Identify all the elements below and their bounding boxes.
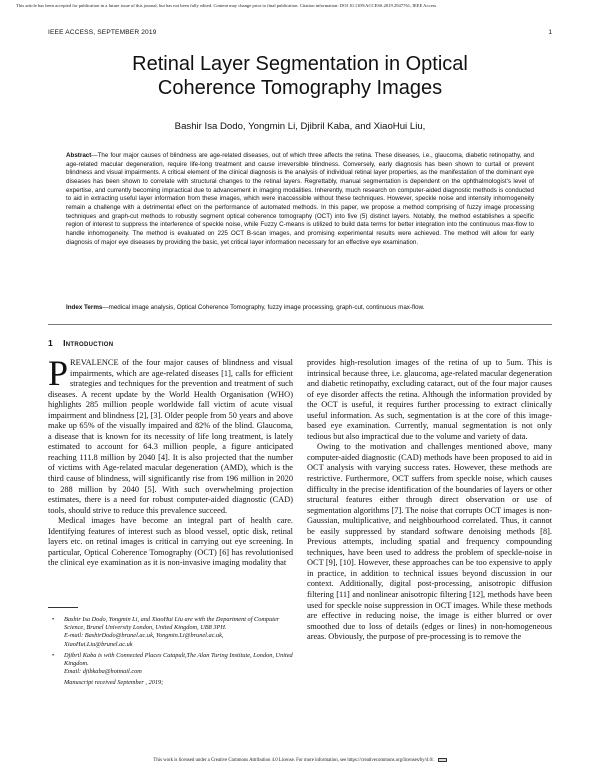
title-line: Retinal Layer Segmentation in Optical	[132, 53, 468, 75]
section-number: 1	[48, 338, 54, 348]
bullet-icon: •	[52, 651, 55, 659]
index-terms-text: —medical image analysis, Optical Coherence Tomography, fuzzy image processing, graph-cut, continuous max-flow.	[102, 304, 425, 311]
footnotes	[48, 616, 293, 688]
section-heading	[48, 338, 113, 348]
footnote-rule	[48, 607, 78, 608]
footnote-affiliation: Bashir Isa Dodo, Yongmin Li, and XiaoHui Liu are with the Department of Computer Science, Brunel University London, United Kingdom, UB8 3PH.	[64, 616, 280, 632]
manuscript-received: Manuscript received September , 2019;	[64, 679, 164, 687]
publication-notice: This article has been accepted for publication in a future issue of this journal, but has not been fully edited. Content may change prior to final publication. Citation information: DOI 10.1109/ACCESS.2019.2947761, IEEE Access	[16, 3, 437, 8]
paper-title	[48, 52, 552, 100]
creative-commons-icon	[438, 758, 447, 762]
abstract-label: Abstract	[66, 152, 92, 159]
index-terms	[66, 304, 534, 313]
running-head: IEEE ACCESS, SEPTEMBER 2019	[48, 29, 157, 36]
footnote-email: Email: djibkaba@hotmail.com	[64, 668, 142, 676]
footnote	[48, 616, 293, 649]
abstract-text: —The four major causes of blindness are age-related diseases, out of which three affects the retina. These diseases, i.e., glaucoma, diabetic retinopathy, and age-related macular degeneration, require life-long treatment and cause irreversible blindness. Conversely, early diagnosis has been shown to curtail or prevent blindness and visual impairments. A critical element of the clinical diagnosis is the analysis of individual retinal layer properties, as the manifestation of the dominant eye diseases has been shown to correlate with structural changes to the retinal layers. Regrettably, manual segmentation is dependent on the ophthalmologist's level of expertise, and currently becoming impractical due to advancement in imaging modalities. Inherently, much research on computer-aided diagnostic methods is conducted to aid in extracting useful layer information from these images, which were inaccessible without these techniques. However, speckle noise and intensity inhomogeneity remain a challenge with a detrimental effect on the performance of automated methods. In this paper, we propose a method comprising of fuzzy image processing techniques and graph-cut methods to robustly segment optical coherence tomography (OCT) into five (5) distinct layers. Notably, the method establishes a specific region of interest to suppress the interference of speckle noise, while Fuzzy C-means is utilized to build data terms for better integration into the continuous max-flow to handle inhomogeneity. The method is evaluated on 225 OCT B-scan images, and promising experimental results were achieved. The method will allow for early diagnosis of major eye diseases by providing the basic, yet critical layer information necessary for an effective eye examination.	[66, 152, 534, 246]
footnote-affiliation: Djibril Kaba is with Connected Places Catapult,The Alan Turing Institute, London, United Kingdom.	[64, 651, 293, 668]
left-column	[48, 353, 293, 569]
body-paragraph: Medical images have become an integral part of health care. Identifying features of interest such as blood vessel, optic disk, retinal layers etc. on retinal images is critical in carrying out eye screening. In particular, Optical Coherence Tomography (OCT) [6] has revolutionised the clinical eye examination as it is non-invasive imaging modality that	[48, 516, 293, 568]
right-column	[307, 358, 552, 643]
paragraph-text: of the four major causes of blindness and visual impairments, which are age-related diseases [1], calls for efficient strategies and techniques for the prevention and treatment of such diseases. A recent update by the World Health Organisation (WHO) highlights 285 million people worldwide fall victim of acute visual impairment and blindness [2], [3]. Older people from 50 years and above make up 65% of the visually impaired and 82% of the blind. Glaucoma, a disease that is known for its necessity of life long treatment, is lately estimated to account for 64.3 million people, a figure anticipated reaching 111.8 million by 2040 [4]. It is also projected that the number of victims with Age-related macular degeneration (AMD), which is the third cause of blindness, will significantly rise from 196 million in 2020 to 288 million by 2040 [5]. With such overwhelming projection estimates, there is a need for robust computer-aided diagnostic (CAD) tools, should strive to reduce this prevalence succeed.	[48, 358, 293, 515]
index-terms-label: Index Terms	[66, 304, 103, 311]
title-line: Coherence Tomography Images	[157, 77, 443, 99]
section-title: Introduction	[63, 338, 114, 348]
bullet-icon: •	[52, 616, 55, 623]
intro-paragraph	[48, 353, 293, 516]
footnote	[48, 652, 293, 677]
author-list: Bashir Isa Dodo, Yongmin Li, Djibril Kaba, and XiaoHui Liu,	[174, 121, 426, 132]
section-divider	[48, 324, 552, 325]
license-text: This work is licensed under a Creative Commons Attribution 4.0 License. For more information, see https://creativecommons.org/licenses/by/4.0/.	[153, 758, 435, 764]
license-notice	[0, 758, 600, 763]
drop-cap: P	[48, 353, 69, 393]
lead-word: REVALENCE	[70, 358, 119, 367]
body-paragraph: Owing to the motivation and challenges mentioned above, many computer-aided diagnostic (CAD) methods have been proposed to aid in OCT analysis with varying success rates. However, these methods are restrictive. Furthermore, OCT suffers from speckle noise, which causes difficulty in the precise identification of the boundaries of layers or other structural features either through direct observation or use of segmentation algorithms [7]. The noise that corrupts OCT images is non-Gaussian, multiplicative, and neighbourhood correlated. Thus, it cannot be easily suppressed by standard software denoising methods [8]. Previous attempts, including spatial and frequency compounding techniques, have been used to address the problem of speckle-noise in OCT [9], [10]. However, these approaches can be too expensive to apply in practice, in addition to technical issues beyond discussion in our context. Additionally, digital post-processing, anisotropic diffusion filtering [11] and nonlinear anisotropic filtering [12], methods have been used for speckle noise suppression in OCT images. While these methods are effective in reducing noise, the image is either blurred or over smoothed due to loss of details (edges or lines) in non-homogeneous areas. Obviously, the purpose of pre-processing is to remove the	[307, 442, 552, 642]
body-paragraph: provides high-resolution images of the retina of up to 5um. This is intrinsical because three, i.e. glaucoma, age-related macular degeneration and diabetic retinopathy, excluding cataract, out of the four major causes of eye disorder affects the retina. Although the information provided by the OCT is useful, it requires further processing to extract clinically useful information. As such, segmentation is at the core of this image-based eye examination. Currently, manual segmentation is not only tedious but also impractical due to the volume and variety of data.	[307, 358, 552, 441]
abstract	[66, 152, 534, 247]
page-number: 1	[548, 29, 552, 36]
footnote-email: E-mail: BashirDodo@brunel.ac.uk, Yongmin.Li@brunel.ac.uk, XiaoHui.Liu@brunel.ac.uk	[64, 632, 224, 648]
